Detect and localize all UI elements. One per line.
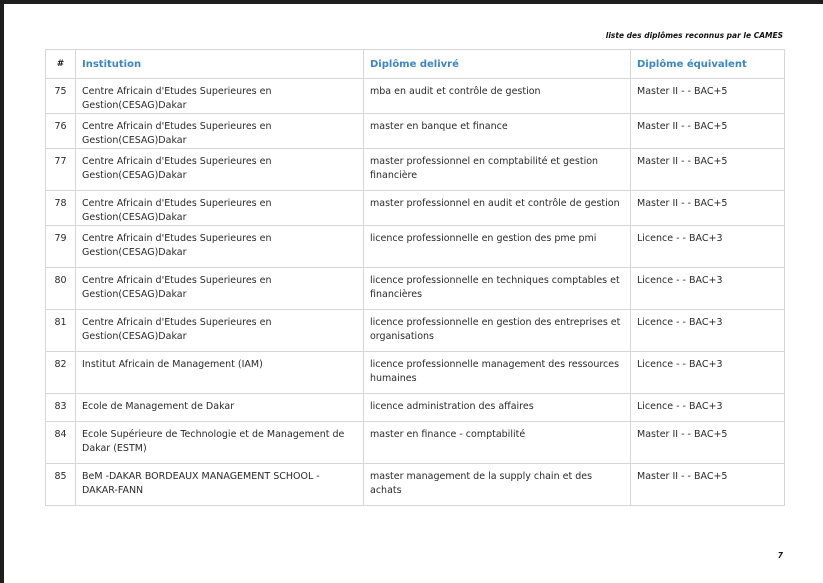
- institution-cell: Institut Africain de Management (IAM): [76, 352, 364, 394]
- diploma-cell: licence professionnelle management des ressources humaines: [364, 352, 631, 394]
- column-header-equivalent: Diplôme équivalent: [631, 50, 785, 79]
- equivalent-cell: Master II - - BAC+5: [631, 464, 785, 506]
- row-number: 76: [46, 114, 76, 149]
- row-number: 84: [46, 422, 76, 464]
- row-number: 78: [46, 191, 76, 226]
- diploma-cell: mba en audit et contrôle de gestion: [364, 79, 631, 114]
- equivalent-cell: Licence - - BAC+3: [631, 226, 785, 268]
- diploma-cell: master management de la supply chain et des achats: [364, 464, 631, 506]
- table-row: [46, 352, 785, 394]
- diplomas-table: [45, 49, 785, 506]
- institution-cell: Centre Africain d'Etudes Superieures en Gestion(CESAG)Dakar: [76, 114, 364, 149]
- diploma-cell: licence professionnelle en techniques comptables et financières: [364, 268, 631, 310]
- equivalent-cell: Licence - - BAC+3: [631, 268, 785, 310]
- row-number: 75: [46, 79, 76, 114]
- institution-cell: Centre Africain d'Etudes Superieures en Gestion(CESAG)Dakar: [76, 149, 364, 191]
- document-header: liste des diplômes reconnus par le CAMES: [605, 31, 783, 40]
- row-number: 85: [46, 464, 76, 506]
- institution-cell: BeM -DAKAR BORDEAUX MANAGEMENT SCHOOL - DAKAR-FANN: [76, 464, 364, 506]
- table-row: [46, 268, 785, 310]
- institution-cell: Ecole de Management de Dakar: [76, 394, 364, 422]
- column-header-number: #: [46, 50, 76, 79]
- row-number: 83: [46, 394, 76, 422]
- row-number: 80: [46, 268, 76, 310]
- table-row: [46, 310, 785, 352]
- equivalent-cell: Master II - - BAC+5: [631, 422, 785, 464]
- diploma-cell: master en banque et finance: [364, 114, 631, 149]
- table-row: [46, 226, 785, 268]
- document-page: [4, 4, 823, 583]
- institution-cell: Centre Africain d'Etudes Superieures en Gestion(CESAG)Dakar: [76, 191, 364, 226]
- diploma-cell: licence professionnelle en gestion des entreprises et organisations: [364, 310, 631, 352]
- diploma-cell: master professionnel en comptabilité et gestion financière: [364, 149, 631, 191]
- institution-cell: Centre Africain d'Etudes Superieures en Gestion(CESAG)Dakar: [76, 310, 364, 352]
- column-header-diploma: Diplôme delivré: [364, 50, 631, 79]
- row-number: 81: [46, 310, 76, 352]
- table-row: [46, 79, 785, 114]
- diploma-cell: master professionnel en audit et contrôle de gestion: [364, 191, 631, 226]
- equivalent-cell: Licence - - BAC+3: [631, 310, 785, 352]
- equivalent-cell: Master II - - BAC+5: [631, 191, 785, 226]
- column-header-institution: Institution: [76, 50, 364, 79]
- diploma-cell: master en finance - comptabilité: [364, 422, 631, 464]
- diploma-cell: licence administration des affaires: [364, 394, 631, 422]
- row-number: 79: [46, 226, 76, 268]
- table-row: [46, 464, 785, 506]
- institution-cell: Centre Africain d'Etudes Superieures en Gestion(CESAG)Dakar: [76, 226, 364, 268]
- table-row: [46, 191, 785, 226]
- table-row: [46, 422, 785, 464]
- equivalent-cell: Licence - - BAC+3: [631, 352, 785, 394]
- institution-cell: Centre Africain d'Etudes Superieures en Gestion(CESAG)Dakar: [76, 268, 364, 310]
- table-row: [46, 149, 785, 191]
- equivalent-cell: Master II - - BAC+5: [631, 79, 785, 114]
- equivalent-cell: Licence - - BAC+3: [631, 394, 785, 422]
- row-number: 82: [46, 352, 76, 394]
- row-number: 77: [46, 149, 76, 191]
- table-row: [46, 394, 785, 422]
- equivalent-cell: Master II - - BAC+5: [631, 114, 785, 149]
- institution-cell: Ecole Supérieure de Technologie et de Management de Dakar (ESTM): [76, 422, 364, 464]
- page-number: 7: [777, 551, 783, 560]
- table-row: [46, 114, 785, 149]
- institution-cell: Centre Africain d'Etudes Superieures en Gestion(CESAG)Dakar: [76, 79, 364, 114]
- equivalent-cell: Master II - - BAC+5: [631, 149, 785, 191]
- diploma-cell: licence professionnelle en gestion des pme pmi: [364, 226, 631, 268]
- table-header-row: [46, 50, 785, 79]
